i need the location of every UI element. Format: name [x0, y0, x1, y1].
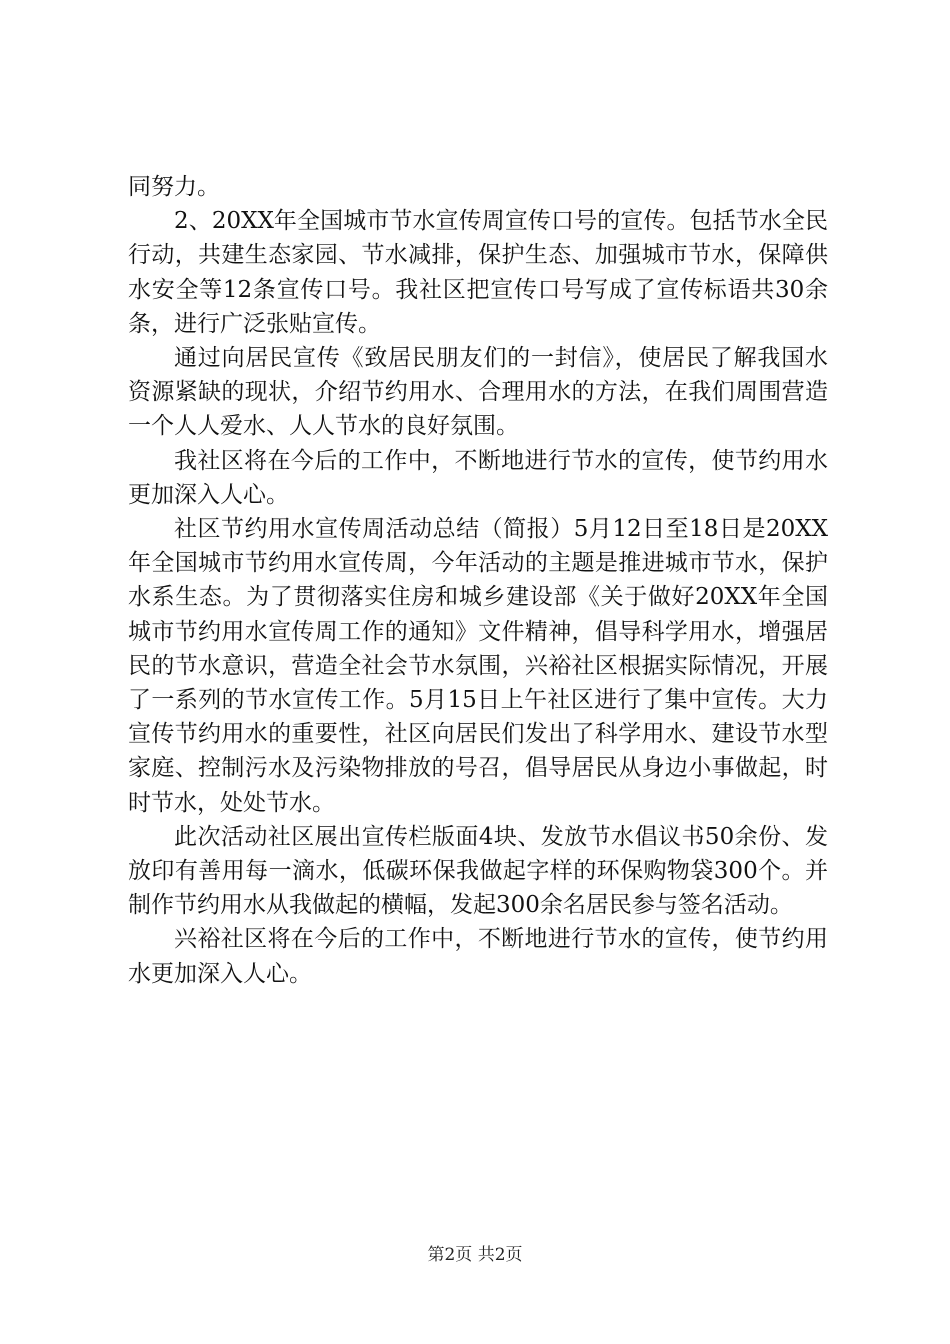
- document-body: [128, 170, 828, 991]
- page-footer: 第2页 共2页: [427, 1245, 523, 1265]
- paragraph-activity-details: 此次活动社区展出宣传栏版面4块、发放节水倡议书50余份、发放印有善用每一滴水，低碳环保我做起字样的环保购物袋300个。并制作节约用水从我做起的横幅，发起300余名居民参与签名活动。: [128, 823, 828, 919]
- paragraph-closing: 兴裕社区将在今后的工作中，不断地进行节水的宣传，使节约用水更加深入人心。: [128, 926, 828, 987]
- paragraph-summary: 社区节约用水宣传周活动总结（简报）5月12日至18日是20XX年全国城市节约用水宣传周，今年活动的主题是推进城市节水，保护水系生态。为了贯彻落实住房和城乡建设部《关于做好20XX年全国城市节约用水宣传周工作的通知》文件精神，倡导科学用水，增强居民的节水意识，营造全社会节水氛围，兴裕社区根据实际情况，开展了一系列的节水宣传工作。5月15日上午社区进行了集中宣传。大力宣传节约用水的重要性，社区向居民们发出了科学用水、建设节水型家庭、控制污水及污染物排放的号召，倡导居民从身边小事做起，时时节水，处处节水。: [128, 516, 828, 816]
- paragraph-slogans: 2、20XX年全国城市节水宣传周宣传口号的宣传。包括节水全民行动，共建生态家园、节水减排，保护生态、加强城市节水，保障供水安全等12条宣传口号。我社区把宣传口号写成了宣传标语共30余条，进行广泛张贴宣传。: [128, 208, 828, 337]
- paragraph-future-work: 我社区将在今后的工作中，不断地进行节水的宣传，使节约用水更加深入人心。: [128, 447, 828, 508]
- paragraph-letter: 通过向居民宣传《致居民朋友们的一封信》，使居民了解我国水资源紧缺的现状，介绍节约用水、合理用水的方法，在我们周围营造一个人人爱水、人人节水的良好氛围。: [128, 345, 828, 440]
- paragraph-continuation: 同努力。: [128, 174, 220, 200]
